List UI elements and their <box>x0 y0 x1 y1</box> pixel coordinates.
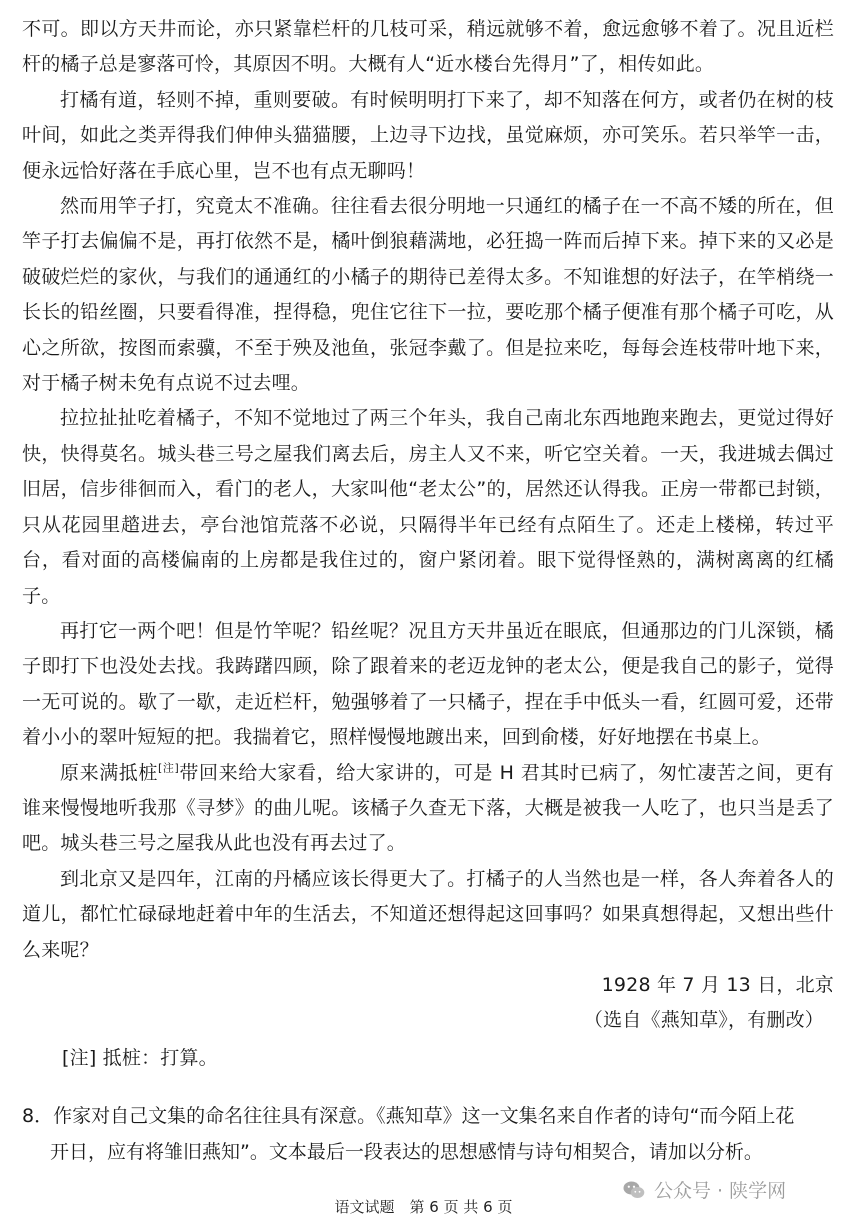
question-8-line-2: 开日，应有将雏旧燕知”。文本最后一段表达的思想感情与诗句相契合，请加以分析。 <box>50 1141 763 1163</box>
footnote: [注] 抵桩：打算。 <box>62 1046 218 1069</box>
footnote-marker: [注] <box>158 761 179 775</box>
paragraph-6 <box>22 756 834 862</box>
paragraph-1: 不可。即以方天井而论，亦只紧靠栏杆的几枝可采，稍远就够不着，愈远愈够不着了。况且近栏杆的橘子总是寥落可怜，其原因不明。大概有人“近水楼台先得月”了，相传如此。 <box>22 18 834 76</box>
watermark-text: 公众号 · 陕学网 <box>654 1180 787 1202</box>
paragraph-5: 再打它一两个吧！但是竹竿呢？铅丝呢？况且方天井虽近在眼底，但通那边的门儿深锁，橘子即打下也没处去找。我踌躇四顾，除了跟着来的老迈龙钟的老太公，便是我自己的影子，觉得一无可说的。歇了一歇，走近栏杆，勉强够着了一只橘子，捏在手中低头一看，红圆可爱，还带着小小的翠叶短短的把。我揣着它，照样慢慢地踱出来，回到俞楼，好好地摆在书桌上。 <box>22 619 834 749</box>
paragraph-2: 打橘有道，轻则不掉，重则要破。有时候明明打下来了，却不知落在何方，或者仍在树的枝叶间，如此之类弄得我们伸伸头猫猫腰，上边寻下边找，虽觉麻烦，亦可笑乐。若只举竿一击，便永远恰好落在手底心里，岂不也有点无聊吗！ <box>22 88 834 182</box>
paragraph-6-rest: 带回来给大家看，给大家讲的，可是 H 君其时已病了，匆忙凄苦之间，更有谁来慢慢地听我那《寻梦》的曲儿呢。该橘子久查无下落，大概是被我一人吃了，也只当是丢了吧。城头巷三号之屋我从此也没有再去过了。 <box>22 761 834 855</box>
paragraph-6-start: 原来满抵桩 <box>60 761 159 784</box>
question-8-line-1: 8．作家对自己文集的命名往往具有深意。《燕知草》这一文集名来自作者的诗句“而今陌上花 <box>22 1105 795 1127</box>
paragraph-4: 拉拉扯扯吃着橘子，不知不觉地过了两三个年头，我自己南北东西地跑来跑去，更觉过得好快，快得莫名。城头巷三号之屋我们离去后，房主人又不来，听它空关着。一天，我进城去偶过旧居，信步徘徊而入，看门的老人，大家叫他“老太公”的，居然还认得我。正房一带都已封锁，只从花园里趦进去，亭台池馆荒落不必说，只隔得半年已经有点陌生了。还走上楼梯，转过平台，看对面的高楼偏南的上房都是我住过的，窗户紧闭着。眼下觉得怪熟的，满树离离的红橘子。 <box>22 407 834 607</box>
essay-text <box>22 12 834 1076</box>
signature-date: 1928 年 7 月 13 日，北京 <box>601 973 834 996</box>
question-8 <box>22 1098 834 1170</box>
signature-source: （选自《燕知草》，有删改） <box>583 1009 824 1032</box>
page-footer: 语文试题 第 6 页 共 6 页 <box>334 1198 513 1216</box>
paragraph-7: 到北京又是四年，江南的丹橘应该长得更大了。打橘子的人当然也是一样，各人奔着各人的道儿，都忙忙碌碌地赶着中年的生活去，不知道还想得起这回事吗？如果真想得起，又想出些什么来呢？ <box>22 867 834 961</box>
paragraph-3: 然而用竿子打，究竟太不准确。往往看去很分明地一只通红的橘子在一不高不矮的所在，但竿子打去偏偏不是，再打依然不是，橘叶倒狼藉满地，必狂捣一阵而后掉下来。掉下来的又必是破破烂烂的家伙，与我们的通通红的小橘子的期待已差得太多。不知谁想的好法子，在竿梢绕一长长的铅丝圈，只要看得准，捏得稳，兜住它往下一拉，要吃那个橘子便准有那个橘子可吃，从心之所欲，按图而索骥，不至于殃及池鱼，张冠李戴了。但是拉来吃，每每会连枝带叶地下来，对于橘子树未免有点说不过去哩。 <box>22 195 834 395</box>
